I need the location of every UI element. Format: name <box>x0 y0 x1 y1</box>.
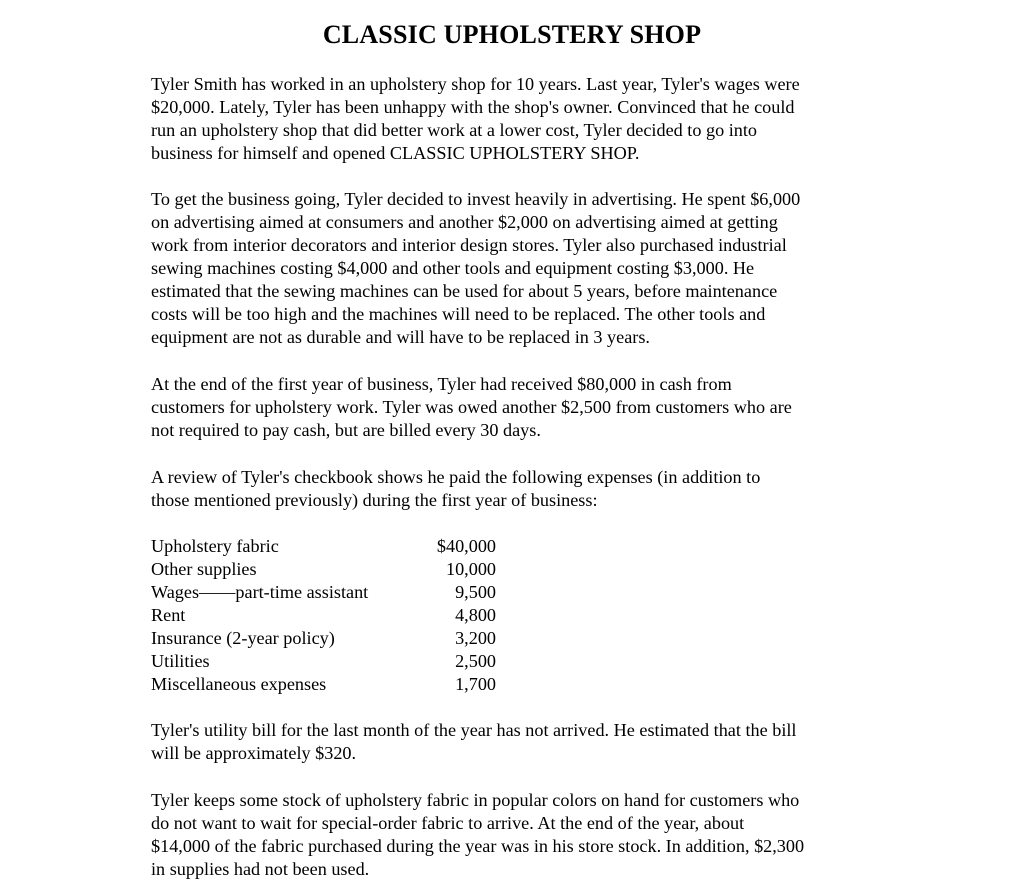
paragraph-line: work from interior decorators and interior design stores. Tyler also purchased industrial <box>151 235 787 255</box>
paragraph-utility-bill <box>151 719 881 765</box>
expense-row <box>151 604 511 627</box>
paragraph-line: those mentioned previously) during the first year of business: <box>151 490 598 510</box>
paragraph-startup-investment <box>151 188 881 349</box>
expense-label: Other supplies <box>151 559 257 579</box>
expense-label: Miscellaneous expenses <box>151 674 327 694</box>
paragraph-line: Tyler keeps some stock of upholstery fabric in popular colors on hand for customers who <box>151 790 800 810</box>
paragraph-line: do not want to wait for special-order fabric to arrive. At the end of the year, about <box>151 813 745 833</box>
expense-value: $40,000 <box>436 536 496 556</box>
paragraph-revenue <box>151 373 881 442</box>
paragraph-line: in supplies had not been used. <box>151 859 370 879</box>
paragraph-line: run an upholstery shop that did better work at a lower cost, Tyler decided to go into <box>151 120 758 140</box>
expense-label: Insurance (2-year policy) <box>151 628 335 648</box>
paragraph-line: customers for upholstery work. Tyler was owed another $2,500 from customers who are <box>151 397 792 417</box>
paragraph-line: costs will be too high and the machines will need to be replaced. The other tools and <box>151 304 766 324</box>
expense-row <box>151 558 511 581</box>
document-title: CLASSIC UPHOLSTERY SHOP <box>322 20 702 49</box>
expense-row <box>151 581 511 604</box>
expense-row <box>151 535 511 558</box>
paragraph-line: A review of Tyler's checkbook shows he paid the following expenses (in addition to <box>151 467 761 487</box>
paragraph-line: sewing machines costing $4,000 and other tools and equipment costing $3,000. He <box>151 258 755 278</box>
expense-label: Wages——part-time assistant <box>151 582 369 602</box>
expense-value: 2,500 <box>455 651 496 671</box>
expense-row <box>151 627 511 650</box>
paragraph-line: $14,000 of the fabric purchased during the year was in his store stock. In addition, $2,300 <box>151 836 805 856</box>
paragraph-line: not required to pay cash, but are billed every 30 days. <box>151 420 541 440</box>
expense-row <box>151 673 511 696</box>
paragraph-line: To get the business going, Tyler decided to invest heavily in advertising. He spent $6,000 <box>151 189 801 209</box>
paragraph-line: Tyler's utility bill for the last month of the year has not arrived. He estimated that the bill <box>151 720 797 740</box>
paragraph-line: $20,000. Lately, Tyler has been unhappy with the shop's owner. Convinced that he could <box>151 97 795 117</box>
paragraph-expenses-intro <box>151 466 881 512</box>
paragraph-line: business for himself and opened CLASSIC UPHOLSTERY SHOP. <box>151 143 640 163</box>
paragraph-inventory <box>151 789 881 881</box>
expense-value: 9,500 <box>455 582 496 602</box>
paragraph-background <box>151 73 881 165</box>
expense-label: Rent <box>151 605 186 625</box>
expense-row <box>151 650 511 673</box>
expense-value: 10,000 <box>445 559 496 579</box>
expense-label: Upholstery fabric <box>151 536 279 556</box>
expenses-table <box>151 535 511 696</box>
paragraph-line: At the end of the first year of business, Tyler had received $80,000 in cash from <box>151 374 732 394</box>
paragraph-line: Tyler Smith has worked in an upholstery shop for 10 years. Last year, Tyler's wages were <box>151 74 800 94</box>
expense-value: 4,800 <box>455 605 496 625</box>
paragraph-line: equipment are not as durable and will have to be replaced in 3 years. <box>151 327 650 347</box>
expense-label: Utilities <box>151 651 210 671</box>
expense-value: 3,200 <box>455 628 496 648</box>
paragraph-line: on advertising aimed at consumers and another $2,000 on advertising aimed at getting <box>151 212 778 232</box>
expense-value: 1,700 <box>455 674 496 694</box>
paragraph-line: will be approximately $320. <box>151 743 357 763</box>
paragraph-line: estimated that the sewing machines can be used for about 5 years, before maintenance <box>151 281 778 301</box>
